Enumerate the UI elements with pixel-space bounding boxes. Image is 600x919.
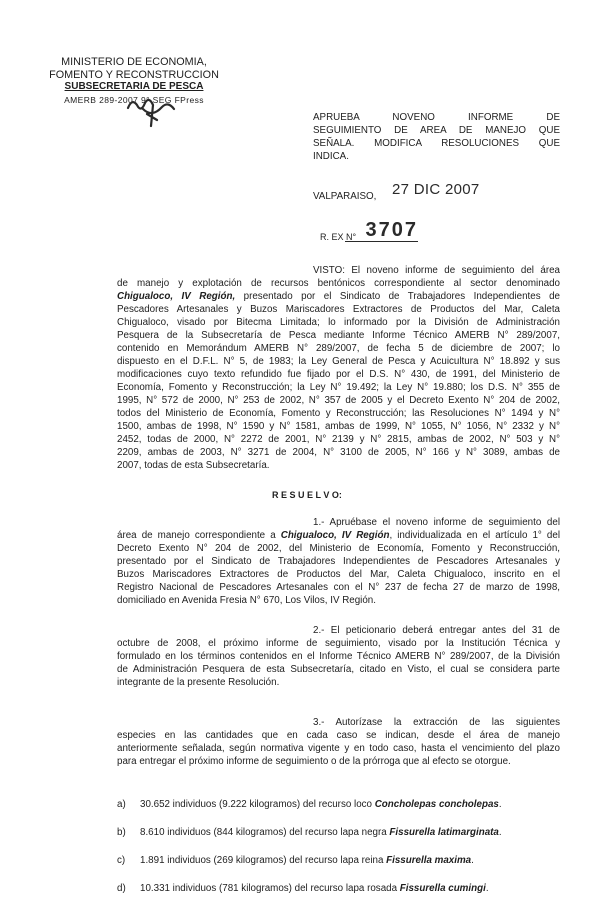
subsecretaria-name: SUBSECRETARIA DE PESCA <box>64 81 204 92</box>
visto-line <box>117 316 560 329</box>
visto-line <box>117 290 560 303</box>
item-end: . <box>498 799 502 810</box>
text-segment: SEÑALA. MODIFICA RESOLUCIONES QUE <box>313 138 560 149</box>
visto-line <box>117 420 560 433</box>
text-segment: presentado por el Sindicato de Trabajadores Independientes de <box>235 291 560 302</box>
visto-line <box>117 381 560 394</box>
resolution-title <box>313 111 560 163</box>
item-1-line <box>117 555 560 568</box>
text-segment: Pescadores Artesanales y Buzos Mariscadores Extractores de Productos del Mar, Caleta <box>117 304 560 315</box>
species-name: Fissurella latimarginata <box>389 827 499 838</box>
species-name: Concholepas concholepas <box>374 799 499 810</box>
text-segment: área de manejo correspondiente a <box>117 530 281 541</box>
resolution-item-2 <box>117 624 560 689</box>
text-segment: Economía, Fomento y Reconstrucción; la Ley N° 19.492; la Ley N° 19.880; los D.S. N° 355 de <box>117 382 560 393</box>
item-1-line <box>117 568 560 581</box>
item-2-line <box>117 663 560 676</box>
resolution-item-3 <box>117 716 560 768</box>
visto-line <box>117 355 560 368</box>
text-segment: Pesquera de la Subsecretaría de Pesca mediante Informe Técnico AMERB N° 289/2007, <box>117 330 560 341</box>
text-segment: 2209, ambas de 2003, N° 3271 de 2004, N° 3100 de 2005, N° 166 y N° 3089, ambas de <box>117 447 560 458</box>
file-reference: AMERB 289-2007 9° SEG FPress <box>64 94 204 105</box>
item-text: 10.331 individuos (781 kilogramos) del recurso lapa rosada <box>140 883 400 894</box>
species-name: Fissurella maxima <box>386 855 472 866</box>
ministry-name-line2: FOMENTO Y RECONSTRUCCION <box>49 68 219 81</box>
signature-scribble <box>122 94 180 130</box>
species-item <box>117 826 560 839</box>
text-segment: SEGUIMIENTO DE AREA DE MANEJO QUE <box>313 125 560 136</box>
visto-paragraph <box>117 264 560 472</box>
text-segment: especies en las cantidades que en cada caso se indican, desde el área de manejo <box>117 730 560 741</box>
text-segment: octubre de 2008, el próximo informe de seguimiento, visado por la Institución Técnica y <box>117 638 560 649</box>
text-segment: 2.- El peticionario deberá entregar antes del 31 de <box>313 625 560 636</box>
item-3-line <box>117 742 560 755</box>
item-2-line <box>117 637 560 650</box>
text-segment: integrante de la presente Resolución. <box>117 677 280 688</box>
item-1-line <box>117 581 560 594</box>
text-segment: presentado por el Sindicato de Trabajadores Independientes de Pescadores Artesanales y <box>117 556 560 567</box>
text-segment: domiciliado en Avenida Fresia N° 670, Los Vilos, IV Región. <box>117 595 376 606</box>
species-item <box>117 854 560 867</box>
item-3-line <box>117 755 560 768</box>
text-segment: Buzos Mariscadores Extractores de Productos del Mar, Caleta Chigualoco, inscrito en el <box>117 569 560 580</box>
item-3-line <box>117 729 560 742</box>
text-segment: todos del Ministerio de Economía, Fomento y Reconstrucción; las Resoluciones N° 1494 y N° <box>117 408 560 419</box>
text-segment: dispuesto en el D.F.L. N° 5, de 1983; la Ley General de Pesca y Acuicultura N° 18.892 y sus <box>117 356 560 367</box>
title-line <box>313 111 560 124</box>
emphasis-text: Chigualoco, IV Región, <box>117 291 236 302</box>
text-segment: contenido en Memorándum AMERB N° 289/2007, de fecha 5 de diciembre de 2007; lo <box>117 343 560 354</box>
text-segment: formulado en los términos contenidos en el Informe Técnico AMERB N° 289/2007, de la División <box>117 651 560 662</box>
text-segment: VISTO: El noveno informe de seguimiento del área <box>313 265 560 276</box>
text-segment: para entregar el próximo informe de seguimiento o de la prórroga que al efecto se otorgue. <box>117 756 511 767</box>
title-line <box>313 124 560 137</box>
title-line <box>313 150 560 163</box>
item-letter: d) <box>117 883 126 894</box>
text-segment: Decreto Exento N° 204 de 2002, del Ministerio de Economía, Fomento y Reconstrucción, <box>117 543 560 554</box>
text-segment: , individualizada en el artículo 1° del <box>389 530 560 541</box>
visto-line <box>117 368 560 381</box>
item-1-line <box>117 529 560 542</box>
item-1-line <box>117 516 560 529</box>
visto-line <box>117 407 560 420</box>
species-name: Fissurella cumingi <box>399 883 486 894</box>
visto-line <box>117 342 560 355</box>
species-item <box>117 798 560 811</box>
visto-line <box>117 446 560 459</box>
resolution-number-label: R. EX N° <box>320 232 357 242</box>
item-2-line <box>117 624 560 637</box>
item-letter: a) <box>117 799 126 810</box>
text-segment: 3.- Autorízase la extracción de las siguientes <box>313 717 560 728</box>
resolution-number: 3707 <box>345 219 418 242</box>
title-line <box>313 137 560 150</box>
text-segment: 1500, ambas de 1998, N° 1590 y N° 1581, ambas de 1999, N° 1055, N° 1056, N° 2332 y N° <box>117 421 560 432</box>
visto-line <box>117 264 560 277</box>
item-1-line <box>117 542 560 555</box>
visto-line <box>117 303 560 316</box>
text-segment: APRUEBA NOVENO INFORME DE <box>313 112 560 123</box>
text-segment: 2007, todas de esta Subsecretaría. <box>117 460 270 471</box>
text-segment: 2452, todas de 2000, N° 2272 de 2001, N° 2139 y N° 2815, ambas de 2002, N° 503 y N° <box>117 434 560 445</box>
place-label: VALPARAISO, <box>313 191 377 202</box>
text-segment: anteriormente señalada, según normativa vigente y en todo caso, hasta el vencimiento del plazo <box>117 743 560 754</box>
species-item <box>117 882 560 895</box>
date-stamp: 27 DIC 2007 <box>392 181 480 198</box>
ministry-name-line1: MINISTERIO DE ECONOMIA, <box>61 56 207 68</box>
item-end: . <box>498 827 502 838</box>
visto-line <box>117 394 560 407</box>
text-segment: Registro Nacional de Pescadores Artesanales con el N° 237 de fecha 27 de marzo de 1998, <box>117 582 560 593</box>
item-3-line <box>117 716 560 729</box>
text-segment: de manejo y explotación de recursos bentónicos correspondiente al sector denominado <box>117 278 560 289</box>
resuelvo-heading: R E S U E L V O: <box>272 490 342 500</box>
text-segment: modificaciones cuyo texto refundido fue fijado por el D.S. N° 430, de 1991, del Ministerio de <box>117 369 560 380</box>
item-end: . <box>471 855 474 866</box>
emphasis-text: Chigualoco, IV Región <box>280 530 390 541</box>
item-letter: c) <box>117 855 126 866</box>
resolution-item-1 <box>117 516 560 607</box>
item-text: 1.891 individuos (269 kilogramos) del recurso lapa reina <box>140 855 387 866</box>
text-segment: de Administración Pesquera de esta Subsecretaría, citado en Visto, el cual se considera parte <box>117 664 560 675</box>
item-text: 30.652 individuos (9.222 kilogramos) del recurso loco <box>140 799 375 810</box>
visto-line <box>117 433 560 446</box>
item-1-line <box>117 594 560 607</box>
visto-line <box>117 277 560 290</box>
item-2-line <box>117 676 560 689</box>
visto-line <box>117 459 560 472</box>
text-segment: INDICA. <box>313 151 349 162</box>
text-segment: Chigualoco, visado por Bitecma Limitada; lo informado por la División de Administración <box>117 317 560 328</box>
item-2-line <box>117 650 560 663</box>
text-segment: 1.- Apruébase el noveno informe de seguimiento del <box>313 517 560 528</box>
item-end: . <box>485 883 489 894</box>
item-letter: b) <box>117 827 126 838</box>
visto-line <box>117 329 560 342</box>
text-segment: 1995, N° 572 de 2000, N° 253 de 2002, N° 357 de 2005 y el Decreto Exento N° 204 de 2002, <box>117 395 560 406</box>
item-text: 8.610 individuos (844 kilogramos) del recurso lapa negra <box>140 827 390 838</box>
